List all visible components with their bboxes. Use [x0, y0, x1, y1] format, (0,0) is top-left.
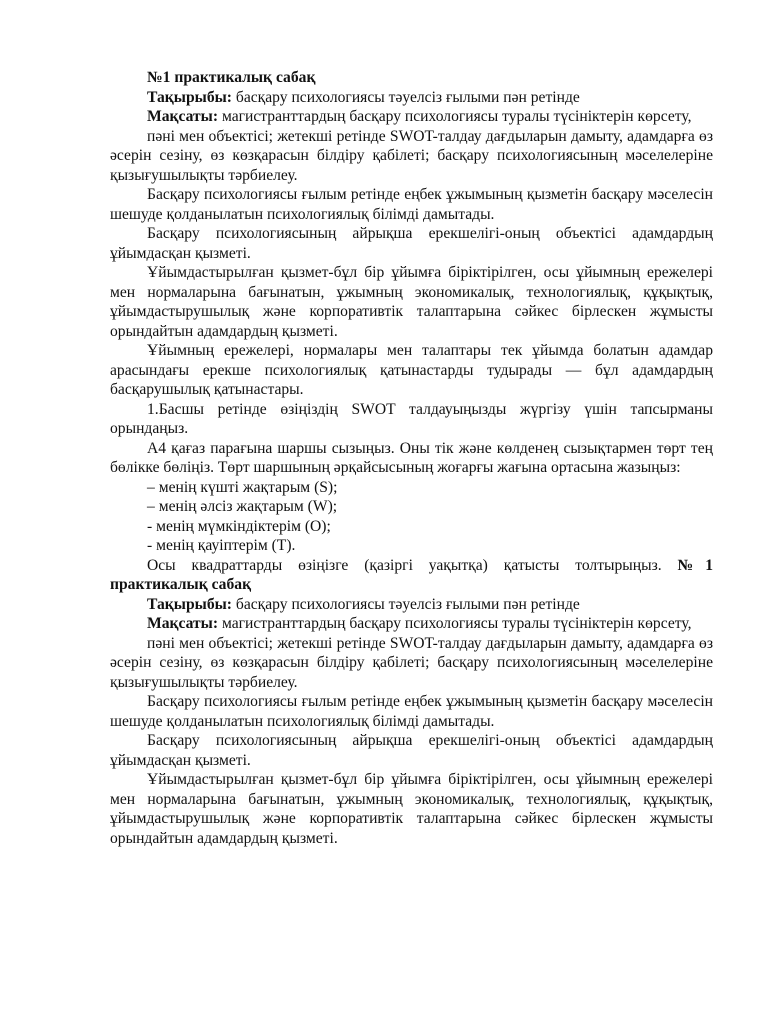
topic-line: [110, 88, 713, 108]
lesson-heading: №1 практикалық сабақ: [147, 69, 316, 86]
lesson-heading-repeat: №1 практикалық сабақ: [110, 556, 713, 593]
paragraph-subject-repeat: пәні мен объектісі; жетекші ретінде SWOT-талдау дағдыларын дамыту, адамдарға өз әсерін сезіну, өз көзқарасын білдіру қабілеті; басқару психологиясының мәселелеріне қызығушылықты тәрбиелеу.: [110, 634, 713, 691]
paragraph-fill: [110, 556, 713, 595]
goal-text: магистранттардың басқару психологиясы туралы түсініктерін көрсету,: [218, 108, 692, 125]
paragraph-rules: Ұйымның ережелері, нормалары мен талаптары тек ұйымда болатын адамдар арасындағы ерекше психологиялық қатынастарды тудырады — бұл адамдардың басқарушылық қатынастары.: [110, 342, 713, 398]
paragraph-a4: А4 қағаз парағына шаршы сызыңыз. Оны тік және көлденең сызықтармен төрт тең бөлікке бөліңіз. Төрт шаршының әрқайсысының жоғарғы жағына ортасына жазыңыз:: [110, 439, 713, 476]
paragraph-science: Басқару психологиясы ғылым ретінде еңбек ұжымының қызметін басқару мәселесін шешуде қолданылатын психологиялық білімді дамытады.: [110, 186, 713, 223]
paragraph-task: 1.Басшы ретінде өзіңіздің SWOT талдауыңызды жүргізу үшін тапсырманы орындаңыз.: [110, 400, 713, 437]
topic-label: Тақырыбы:: [147, 88, 232, 106]
paragraph-feature-repeat: Басқару психологиясының айрықша ерекшелігі-оның объектісі адамдардың ұйымдасқан қызметі.: [110, 732, 713, 769]
goal-label: Мақсаты:: [147, 615, 219, 632]
paragraph-feature: Басқару психологиясының айрықша ерекшелігі-оның объектісі адамдардың ұйымдасқан қызметі.: [110, 225, 713, 262]
fill-text: Осы квадраттарды өзіңізге (қазіргі уақытқа) қатысты толтырыңыз.: [147, 556, 678, 574]
list-item: – менің әлсіз жақтарым (W);: [147, 498, 338, 515]
paragraph-organized: Ұйымдастырылған қызмет-бұл бір ұйымға біріктірілген, осы ұйымның ережелері мен нормаларына бағынатын, ұжымның экономикалық, технологиялық, құқықтық, ұйымдастырушылық және корпоративтік талаптарына сәйкес бірлескен жұмысты орындайтын адамдардың қызметі.: [110, 264, 713, 340]
topic-line-repeat: [110, 595, 713, 615]
goal-label: Мақсаты:: [147, 108, 219, 125]
topic-label: Тақырыбы:: [147, 595, 232, 613]
goal-line-repeat: [110, 614, 713, 634]
list-item: - менің қауіптерім (T).: [147, 537, 296, 554]
paragraph-subject: пәні мен объектісі; жетекші ретінде SWOT-талдау дағдыларын дамыту, адамдарға өз әсерін сезіну, өз көзқарасын білдіру қабілеті; басқару психологиясының мәселелеріне қызығушылықты тәрбиелеу.: [110, 127, 713, 184]
paragraph-science-repeat: Басқару психологиясы ғылым ретінде еңбек ұжымының қызметін басқару мәселесін шешуде қолданылатын психологиялық білімді дамытады.: [110, 693, 713, 730]
paragraph-organized-repeat: Ұйымдастырылған қызмет-бұл бір ұйымға біріктірілген, осы ұйымның ережелері мен нормаларына бағынатын, ұжымның экономикалық, технологиялық, құқықтық, ұйымдастырушылық және корпоративтік талаптарына сәйкес бірлескен жұмысты орындайтын адамдардың қызметі.: [110, 771, 713, 847]
goal-text: магистранттардың басқару психологиясы туралы түсініктерін көрсету,: [218, 615, 692, 632]
topic-text: басқару психологиясы тәуелсіз ғылыми пән ретінде: [231, 595, 580, 613]
topic-text: басқару психологиясы тәуелсіз ғылыми пән ретінде: [231, 88, 580, 106]
goal-line: [110, 107, 713, 127]
list-item: - менің мүмкіндіктерім (O);: [147, 517, 331, 535]
list-item: – менің күшті жақтарым (S);: [147, 478, 338, 496]
document-page: [110, 68, 713, 848]
